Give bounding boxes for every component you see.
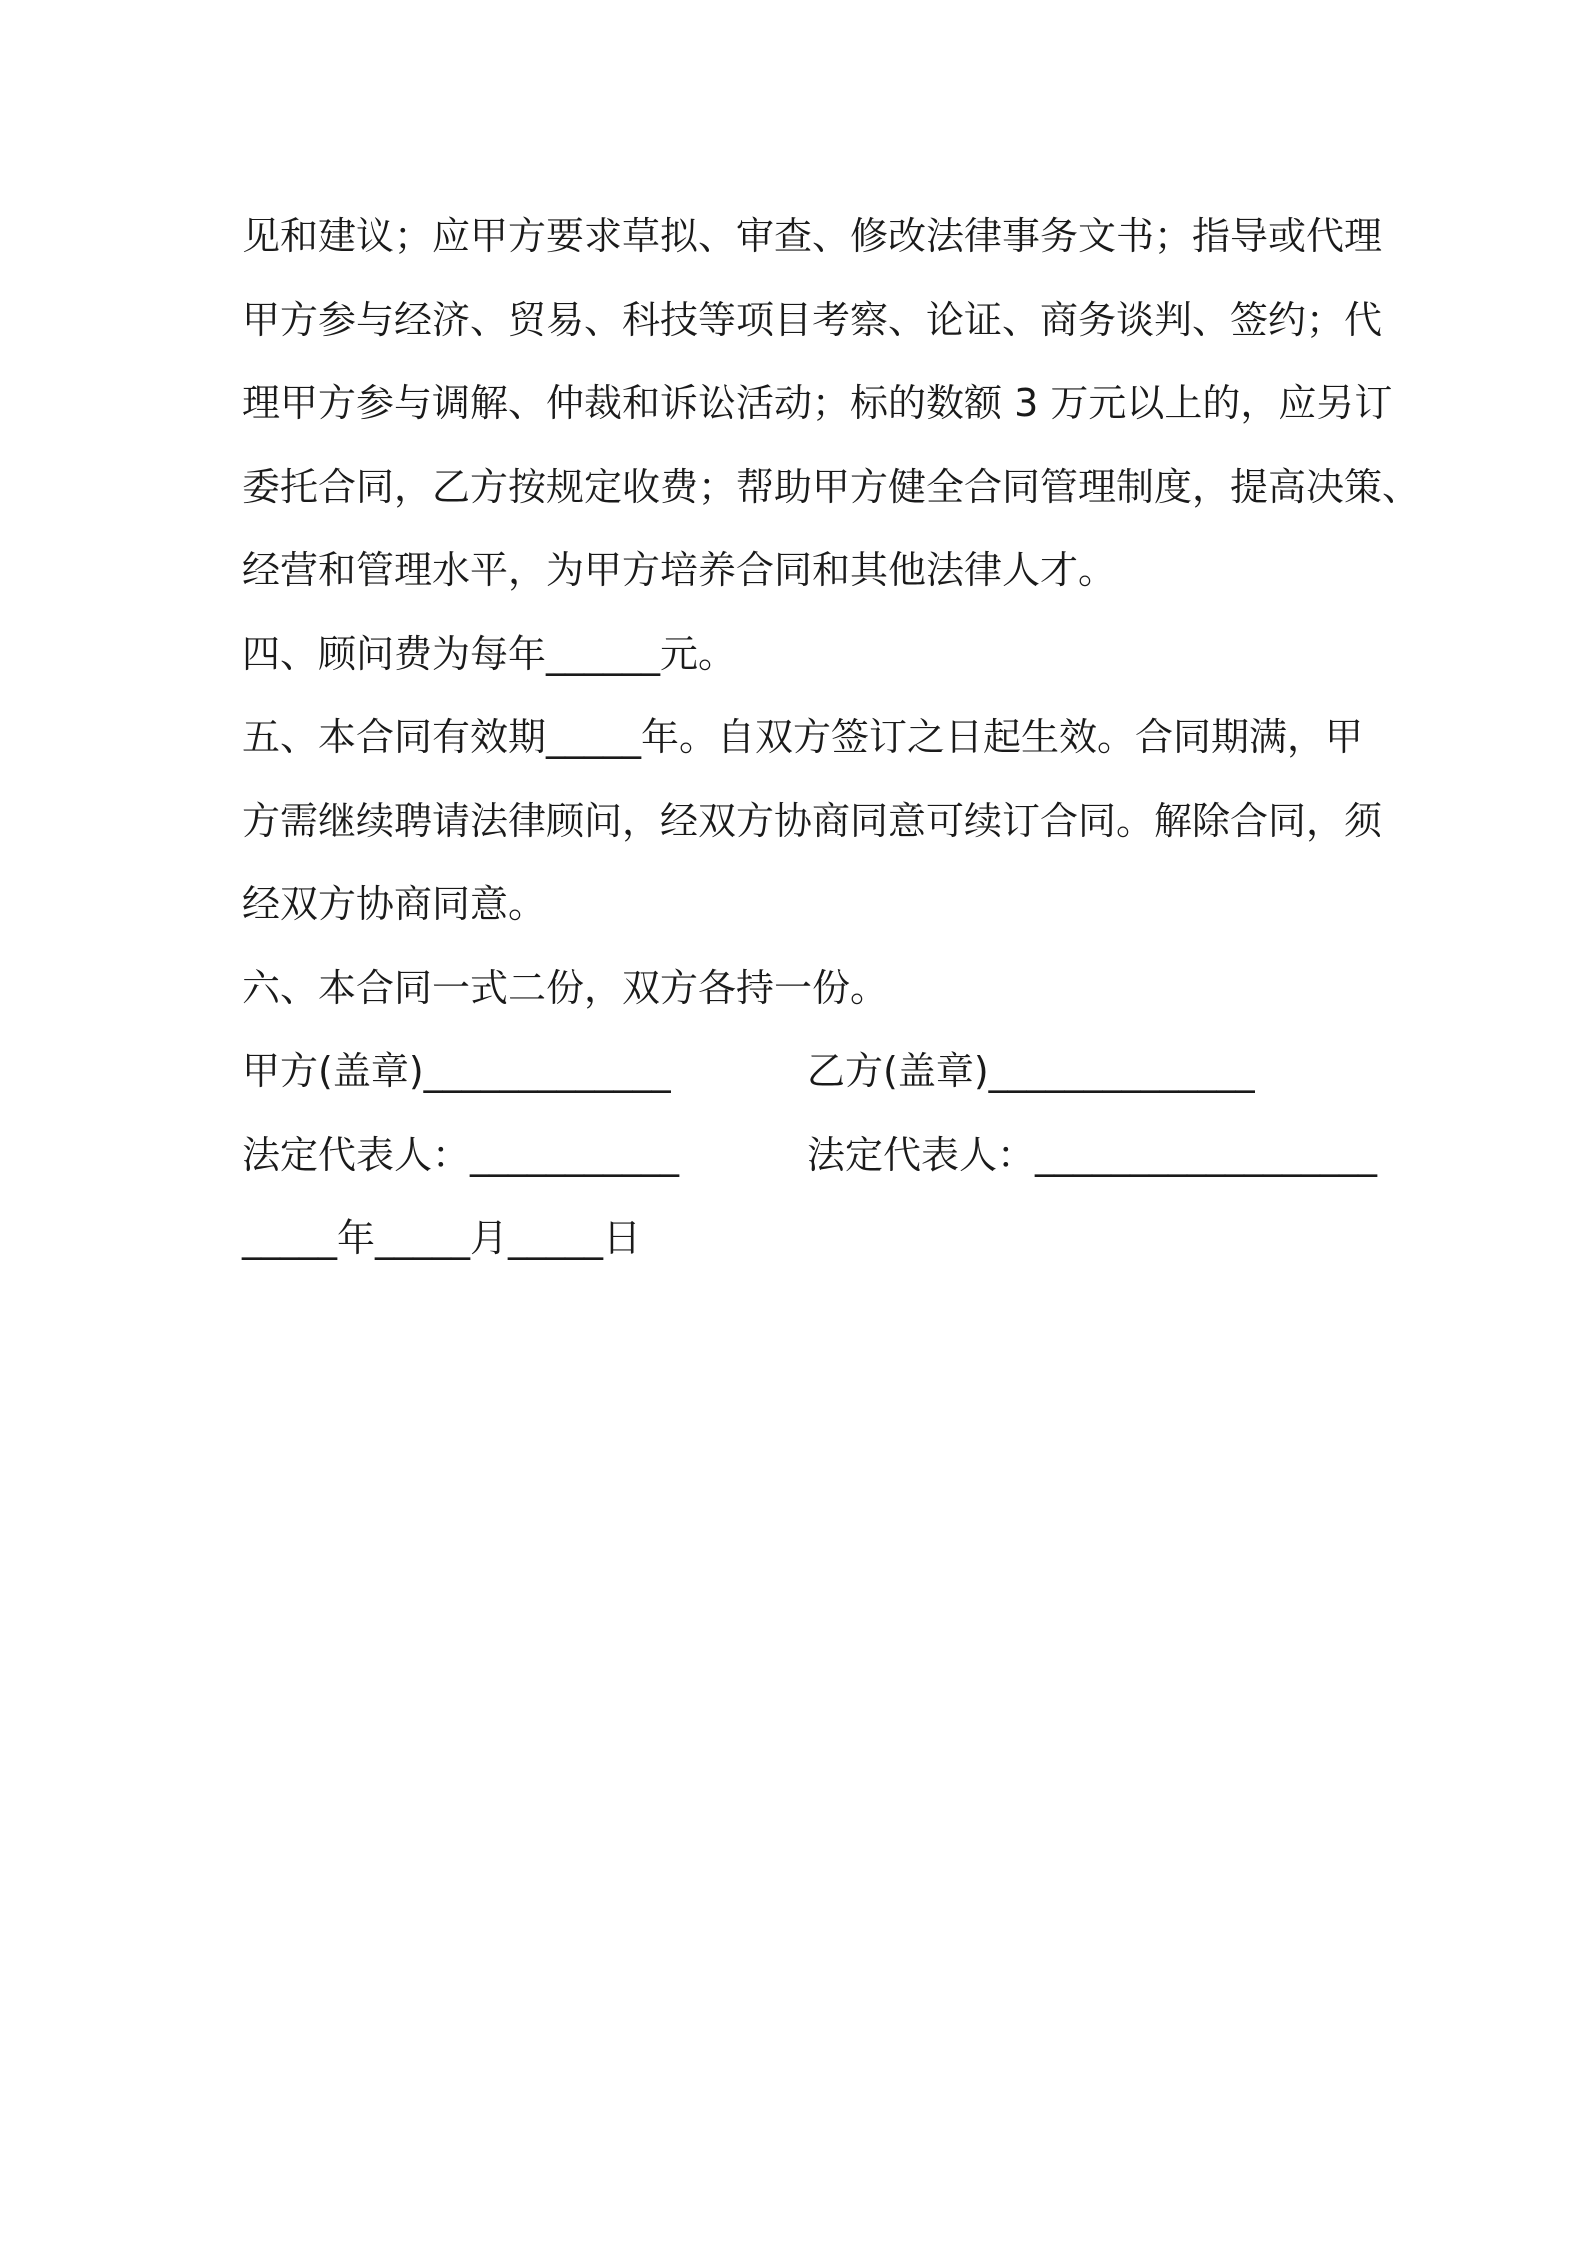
party-b-representative-field: 法定代表人：__________________: [807, 1132, 1378, 1177]
document-page: [242, 195, 1421, 1281]
paragraph-line: 方需继续聘请法律顾问，经双方协商同意可续订合同。解除合同，须: [242, 798, 1383, 843]
paragraph-line: 委托合同，乙方按规定收费；帮助甲方健全合同管理制度，提高决策、: [242, 464, 1421, 509]
clause-5-term: [242, 696, 1383, 947]
party-a-representative-field: 法定代表人：___________: [242, 1132, 680, 1177]
paragraph-line: 甲方参与经济、贸易、科技等项目考察、论证、商务谈判、签约；代: [242, 297, 1383, 342]
representative-row: [242, 1114, 1378, 1198]
paragraph-line: 经双方协商同意。: [242, 882, 547, 926]
party-a-seal-field: 甲方(盖章)_____________: [242, 1049, 671, 1093]
paragraph-line: 经营和管理水平，为甲方培养合同和其他法律人才。: [242, 548, 1117, 592]
paragraph-line: 理甲方参与调解、仲裁和诉讼活动；标的数额 3 万元以上的，应另订: [242, 381, 1393, 425]
signing-date-field: _____年_____月_____日: [242, 1216, 642, 1260]
party-b-seal-field: 乙方(盖章)______________: [807, 1049, 1255, 1093]
seal-row: [242, 1030, 1357, 1114]
date-row: [242, 1197, 1357, 1281]
clause-6-copies: 六、本合同一式二份，双方各持一份。: [242, 965, 889, 1010]
paragraph-line: 五、本合同有效期_____年。自双方签订之日起生效。合同期满，甲: [242, 715, 1364, 759]
paragraph-line: 见和建议；应甲方要求草拟、审查、修改法律事务文书；指导或代理: [242, 214, 1383, 258]
clause-4-consulting-fee: 四、顾问费为每年______元。: [242, 631, 737, 676]
paragraph-3: [242, 195, 1421, 613]
